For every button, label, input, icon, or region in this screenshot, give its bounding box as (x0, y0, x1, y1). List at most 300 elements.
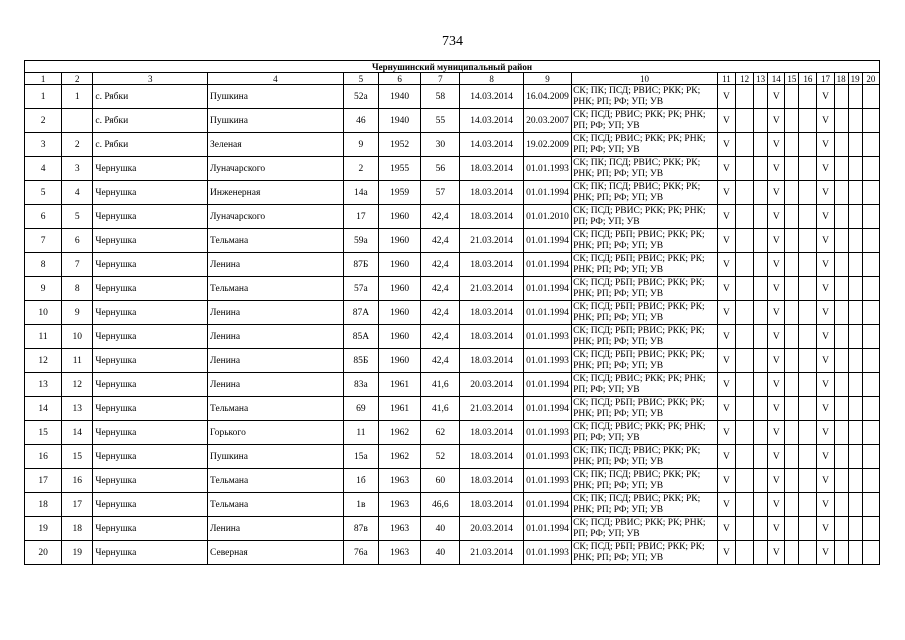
col15-cell (785, 493, 799, 517)
col11-cell: V (717, 301, 735, 325)
wear-percent-cell: 42,4 (421, 205, 460, 229)
col18-cell (834, 541, 848, 565)
table-row (25, 109, 880, 133)
table-row (25, 541, 880, 565)
overhaul-date-cell: 01.01.1993 (523, 541, 571, 565)
table-row (25, 349, 880, 373)
col14-cell: V (768, 277, 785, 301)
street-cell: Ленина (208, 253, 344, 277)
col14-cell: V (768, 349, 785, 373)
inspection-date-cell: 18.03.2014 (460, 253, 523, 277)
col20-cell (862, 541, 879, 565)
col14-cell: V (768, 469, 785, 493)
house-number-cell: 85А (343, 325, 378, 349)
locality-index: 4 (62, 181, 93, 205)
wear-percent-cell: 55 (421, 109, 460, 133)
street-cell: Ленина (208, 517, 344, 541)
work-types-cell: СК; ПСД; РВИС; РКК; РК; РНК; РП; РФ; УП; УВ (572, 373, 718, 397)
locality-index: 3 (62, 157, 93, 181)
col18-cell (834, 181, 848, 205)
year-built-cell: 1960 (379, 301, 421, 325)
col16-cell (799, 325, 817, 349)
locality-cell: Чернушка (93, 229, 208, 253)
locality-cell: Чернушка (93, 301, 208, 325)
wear-percent-cell: 42,4 (421, 325, 460, 349)
locality-index: 14 (62, 421, 93, 445)
table-row (25, 205, 880, 229)
col16-cell (799, 541, 817, 565)
inspection-date-cell: 18.03.2014 (460, 325, 523, 349)
col13-cell (754, 85, 768, 109)
col19-cell (848, 541, 862, 565)
col13-cell (754, 373, 768, 397)
col11-cell: V (717, 229, 735, 253)
locality-index: 6 (62, 229, 93, 253)
col18-cell (834, 469, 848, 493)
table-row (25, 445, 880, 469)
work-types-cell: СК; ПСД; РБП; РВИС; РКК; РК; РНК; РП; РФ; УП; УВ (572, 229, 718, 253)
locality-cell: Чернушка (93, 397, 208, 421)
table-row (25, 157, 880, 181)
col11-cell: V (717, 541, 735, 565)
col13-cell (754, 517, 768, 541)
overhaul-date-cell: 01.01.1994 (523, 229, 571, 253)
wear-percent-cell: 52 (421, 445, 460, 469)
house-number-cell: 15а (343, 445, 378, 469)
table-row (25, 181, 880, 205)
street-cell: Северная (208, 541, 344, 565)
col19-cell (848, 397, 862, 421)
column-number: 1 (25, 73, 62, 85)
col11-cell: V (717, 469, 735, 493)
inspection-date-cell: 18.03.2014 (460, 205, 523, 229)
col15-cell (785, 421, 799, 445)
column-number: 14 (768, 73, 785, 85)
work-types-cell: СК; ПСД; РБП; РВИС; РКК; РК; РНК; РП; РФ; УП; УВ (572, 349, 718, 373)
col19-cell (848, 253, 862, 277)
col13-cell (754, 253, 768, 277)
work-types-cell: СК; ПК; ПСД; РВИС; РКК; РК; РНК; РП; РФ; УП; УВ (572, 493, 718, 517)
col19-cell (848, 493, 862, 517)
locality-cell: Чернушка (93, 349, 208, 373)
row-index: 13 (25, 373, 62, 397)
col17-cell: V (817, 133, 834, 157)
col14-cell: V (768, 85, 785, 109)
wear-percent-cell: 62 (421, 421, 460, 445)
col20-cell (862, 517, 879, 541)
year-built-cell: 1940 (379, 85, 421, 109)
row-index: 5 (25, 181, 62, 205)
column-number: 2 (62, 73, 93, 85)
locality-cell: Чернушка (93, 493, 208, 517)
locality-index: 9 (62, 301, 93, 325)
locality-cell: с. Рябки (93, 133, 208, 157)
col19-cell (848, 517, 862, 541)
col14-cell: V (768, 421, 785, 445)
inspection-date-cell: 18.03.2014 (460, 469, 523, 493)
col20-cell (862, 349, 879, 373)
col17-cell: V (817, 253, 834, 277)
column-numbers-row (25, 73, 880, 85)
work-types-cell: СК; ПК; ПСД; РВИС; РКК; РК; РНК; РП; РФ; УП; УВ (572, 157, 718, 181)
col16-cell (799, 85, 817, 109)
house-number-cell: 11 (343, 421, 378, 445)
work-types-cell: СК; ПСД; РВИС; РКК; РК; РНК; РП; РФ; УП; УВ (572, 133, 718, 157)
house-number-cell: 57а (343, 277, 378, 301)
work-types-cell: СК; ПСД; РБП; РВИС; РКК; РК; РНК; РП; РФ; УП; УВ (572, 277, 718, 301)
col14-cell: V (768, 493, 785, 517)
wear-percent-cell: 58 (421, 85, 460, 109)
col17-cell: V (817, 109, 834, 133)
col20-cell (862, 229, 879, 253)
work-types-cell: СК; ПСД; РВИС; РКК; РК; РНК; РП; РФ; УП; УВ (572, 517, 718, 541)
locality-cell: Чернушка (93, 469, 208, 493)
col15-cell (785, 85, 799, 109)
col16-cell (799, 277, 817, 301)
overhaul-date-cell: 01.01.1993 (523, 469, 571, 493)
col14-cell: V (768, 133, 785, 157)
locality-index: 12 (62, 373, 93, 397)
col17-cell: V (817, 85, 834, 109)
year-built-cell: 1963 (379, 493, 421, 517)
col15-cell (785, 133, 799, 157)
col19-cell (848, 109, 862, 133)
col20-cell (862, 253, 879, 277)
house-number-cell: 85Б (343, 349, 378, 373)
inspection-date-cell: 18.03.2014 (460, 349, 523, 373)
col11-cell: V (717, 205, 735, 229)
wear-percent-cell: 30 (421, 133, 460, 157)
inspection-date-cell: 18.03.2014 (460, 181, 523, 205)
column-number: 15 (785, 73, 799, 85)
col16-cell (799, 469, 817, 493)
col18-cell (834, 157, 848, 181)
table-row (25, 85, 880, 109)
col13-cell (754, 421, 768, 445)
col20-cell (862, 397, 879, 421)
col15-cell (785, 205, 799, 229)
table-row (25, 517, 880, 541)
house-number-cell: 17 (343, 205, 378, 229)
col12-cell (736, 301, 754, 325)
overhaul-date-cell: 01.01.1994 (523, 517, 571, 541)
col18-cell (834, 517, 848, 541)
column-number: 13 (754, 73, 768, 85)
col17-cell: V (817, 349, 834, 373)
year-built-cell: 1960 (379, 325, 421, 349)
col13-cell (754, 277, 768, 301)
work-types-cell: СК; ПК; ПСД; РВИС; РКК; РК; РНК; РП; РФ; УП; УВ (572, 85, 718, 109)
col18-cell (834, 493, 848, 517)
row-index: 7 (25, 229, 62, 253)
col20-cell (862, 493, 879, 517)
house-number-cell: 2 (343, 157, 378, 181)
col11-cell: V (717, 373, 735, 397)
year-built-cell: 1960 (379, 253, 421, 277)
table-row (25, 493, 880, 517)
col11-cell: V (717, 277, 735, 301)
col13-cell (754, 349, 768, 373)
inspection-date-cell: 20.03.2014 (460, 517, 523, 541)
col19-cell (848, 301, 862, 325)
table-row (25, 277, 880, 301)
col12-cell (736, 229, 754, 253)
overhaul-date-cell: 20.03.2007 (523, 109, 571, 133)
col15-cell (785, 469, 799, 493)
col18-cell (834, 277, 848, 301)
row-index: 16 (25, 445, 62, 469)
table-row (25, 469, 880, 493)
col14-cell: V (768, 445, 785, 469)
col17-cell: V (817, 493, 834, 517)
col15-cell (785, 349, 799, 373)
col20-cell (862, 133, 879, 157)
house-number-cell: 87Б (343, 253, 378, 277)
overhaul-date-cell: 01.01.1993 (523, 421, 571, 445)
overhaul-date-cell: 01.01.1993 (523, 157, 571, 181)
locality-index: 7 (62, 253, 93, 277)
column-number: 12 (736, 73, 754, 85)
house-number-cell: 76а (343, 541, 378, 565)
col17-cell: V (817, 445, 834, 469)
col15-cell (785, 325, 799, 349)
housing-table (24, 60, 880, 565)
wear-percent-cell: 46,6 (421, 493, 460, 517)
work-types-cell: СК; ПСД; РБП; РВИС; РКК; РК; РНК; РП; РФ; УП; УВ (572, 397, 718, 421)
inspection-date-cell: 21.03.2014 (460, 397, 523, 421)
year-built-cell: 1960 (379, 205, 421, 229)
col12-cell (736, 109, 754, 133)
district-header-row (25, 61, 880, 73)
col17-cell: V (817, 421, 834, 445)
col20-cell (862, 205, 879, 229)
overhaul-date-cell: 01.01.1994 (523, 397, 571, 421)
row-index: 11 (25, 325, 62, 349)
locality-index: 19 (62, 541, 93, 565)
col18-cell (834, 85, 848, 109)
col12-cell (736, 157, 754, 181)
col17-cell: V (817, 397, 834, 421)
col17-cell: V (817, 373, 834, 397)
street-cell: Пушкина (208, 85, 344, 109)
overhaul-date-cell: 01.01.1994 (523, 301, 571, 325)
locality-index: 18 (62, 517, 93, 541)
work-types-cell: СК; ПСД; РВИС; РКК; РК; РНК; РП; РФ; УП; УВ (572, 421, 718, 445)
col18-cell (834, 301, 848, 325)
col18-cell (834, 133, 848, 157)
wear-percent-cell: 42,4 (421, 349, 460, 373)
street-cell: Пушкина (208, 445, 344, 469)
col20-cell (862, 181, 879, 205)
col12-cell (736, 517, 754, 541)
col18-cell (834, 373, 848, 397)
row-index: 12 (25, 349, 62, 373)
locality-index: 16 (62, 469, 93, 493)
locality-index: 15 (62, 445, 93, 469)
locality-cell: Чернушка (93, 277, 208, 301)
house-number-cell: 69 (343, 397, 378, 421)
col19-cell (848, 157, 862, 181)
col20-cell (862, 301, 879, 325)
district-name: Чернушинский муниципальный район (25, 61, 880, 73)
street-cell: Инженерная (208, 181, 344, 205)
year-built-cell: 1962 (379, 445, 421, 469)
wear-percent-cell: 41,6 (421, 373, 460, 397)
work-types-cell: СК; ПК; ПСД; РВИС; РКК; РК; РНК; РП; РФ; УП; УВ (572, 181, 718, 205)
col13-cell (754, 469, 768, 493)
col17-cell: V (817, 277, 834, 301)
wear-percent-cell: 42,4 (421, 253, 460, 277)
wear-percent-cell: 41,6 (421, 397, 460, 421)
year-built-cell: 1963 (379, 469, 421, 493)
col11-cell: V (717, 157, 735, 181)
col19-cell (848, 181, 862, 205)
col19-cell (848, 445, 862, 469)
col18-cell (834, 205, 848, 229)
overhaul-date-cell: 01.01.1994 (523, 253, 571, 277)
col17-cell: V (817, 301, 834, 325)
locality-cell: с. Рябки (93, 85, 208, 109)
table-row (25, 325, 880, 349)
column-number: 3 (93, 73, 208, 85)
house-number-cell: 52а (343, 85, 378, 109)
col19-cell (848, 229, 862, 253)
locality-index: 11 (62, 349, 93, 373)
col18-cell (834, 445, 848, 469)
col17-cell: V (817, 205, 834, 229)
locality-cell: Чернушка (93, 421, 208, 445)
inspection-date-cell: 14.03.2014 (460, 133, 523, 157)
col15-cell (785, 301, 799, 325)
col14-cell: V (768, 517, 785, 541)
table-row (25, 421, 880, 445)
col20-cell (862, 325, 879, 349)
inspection-date-cell: 18.03.2014 (460, 157, 523, 181)
street-cell: Луначарского (208, 157, 344, 181)
year-built-cell: 1961 (379, 373, 421, 397)
col19-cell (848, 349, 862, 373)
col11-cell: V (717, 109, 735, 133)
house-number-cell: 46 (343, 109, 378, 133)
col18-cell (834, 421, 848, 445)
col17-cell: V (817, 541, 834, 565)
locality-cell: Чернушка (93, 181, 208, 205)
col14-cell: V (768, 373, 785, 397)
col16-cell (799, 229, 817, 253)
col20-cell (862, 277, 879, 301)
house-number-cell: 1в (343, 493, 378, 517)
col17-cell: V (817, 157, 834, 181)
row-index: 8 (25, 253, 62, 277)
col12-cell (736, 541, 754, 565)
street-cell: Зеленая (208, 133, 344, 157)
row-index: 10 (25, 301, 62, 325)
col12-cell (736, 253, 754, 277)
year-built-cell: 1940 (379, 109, 421, 133)
street-cell: Ленина (208, 301, 344, 325)
row-index: 9 (25, 277, 62, 301)
wear-percent-cell: 42,4 (421, 277, 460, 301)
column-number: 4 (208, 73, 344, 85)
locality-cell: Чернушка (93, 157, 208, 181)
street-cell: Тельмана (208, 397, 344, 421)
street-cell: Тельмана (208, 469, 344, 493)
row-index: 6 (25, 205, 62, 229)
col13-cell (754, 109, 768, 133)
overhaul-date-cell: 01.01.1993 (523, 325, 571, 349)
col17-cell: V (817, 517, 834, 541)
wear-percent-cell: 40 (421, 517, 460, 541)
inspection-date-cell: 18.03.2014 (460, 421, 523, 445)
col17-cell: V (817, 229, 834, 253)
col11-cell: V (717, 397, 735, 421)
wear-percent-cell: 60 (421, 469, 460, 493)
col11-cell: V (717, 517, 735, 541)
col13-cell (754, 157, 768, 181)
table-body (25, 61, 880, 565)
col18-cell (834, 109, 848, 133)
col11-cell: V (717, 421, 735, 445)
row-index: 4 (25, 157, 62, 181)
locality-cell: Чернушка (93, 373, 208, 397)
wear-percent-cell: 42,4 (421, 301, 460, 325)
col20-cell (862, 373, 879, 397)
locality-cell: Чернушка (93, 205, 208, 229)
column-number: 9 (523, 73, 571, 85)
row-index: 17 (25, 469, 62, 493)
row-index: 20 (25, 541, 62, 565)
col17-cell: V (817, 181, 834, 205)
year-built-cell: 1955 (379, 157, 421, 181)
locality-cell: Чернушка (93, 253, 208, 277)
col13-cell (754, 445, 768, 469)
year-built-cell: 1963 (379, 541, 421, 565)
inspection-date-cell: 20.03.2014 (460, 373, 523, 397)
inspection-date-cell: 18.03.2014 (460, 445, 523, 469)
col18-cell (834, 349, 848, 373)
row-index: 1 (25, 85, 62, 109)
col19-cell (848, 325, 862, 349)
col12-cell (736, 277, 754, 301)
col12-cell (736, 133, 754, 157)
col12-cell (736, 421, 754, 445)
inspection-date-cell: 18.03.2014 (460, 493, 523, 517)
col14-cell: V (768, 109, 785, 133)
col15-cell (785, 541, 799, 565)
table-row (25, 301, 880, 325)
street-cell: Луначарского (208, 205, 344, 229)
col19-cell (848, 469, 862, 493)
col14-cell: V (768, 541, 785, 565)
year-built-cell: 1952 (379, 133, 421, 157)
locality-index: 2 (62, 133, 93, 157)
table-row (25, 133, 880, 157)
col20-cell (862, 445, 879, 469)
col16-cell (799, 517, 817, 541)
inspection-date-cell: 14.03.2014 (460, 85, 523, 109)
inspection-date-cell: 21.03.2014 (460, 277, 523, 301)
inspection-date-cell: 21.03.2014 (460, 229, 523, 253)
house-number-cell: 14а (343, 181, 378, 205)
col11-cell: V (717, 85, 735, 109)
col11-cell: V (717, 445, 735, 469)
column-number: 16 (799, 73, 817, 85)
col12-cell (736, 349, 754, 373)
overhaul-date-cell: 01.01.1994 (523, 277, 571, 301)
wear-percent-cell: 57 (421, 181, 460, 205)
col20-cell (862, 469, 879, 493)
locality-cell: Чернушка (93, 517, 208, 541)
